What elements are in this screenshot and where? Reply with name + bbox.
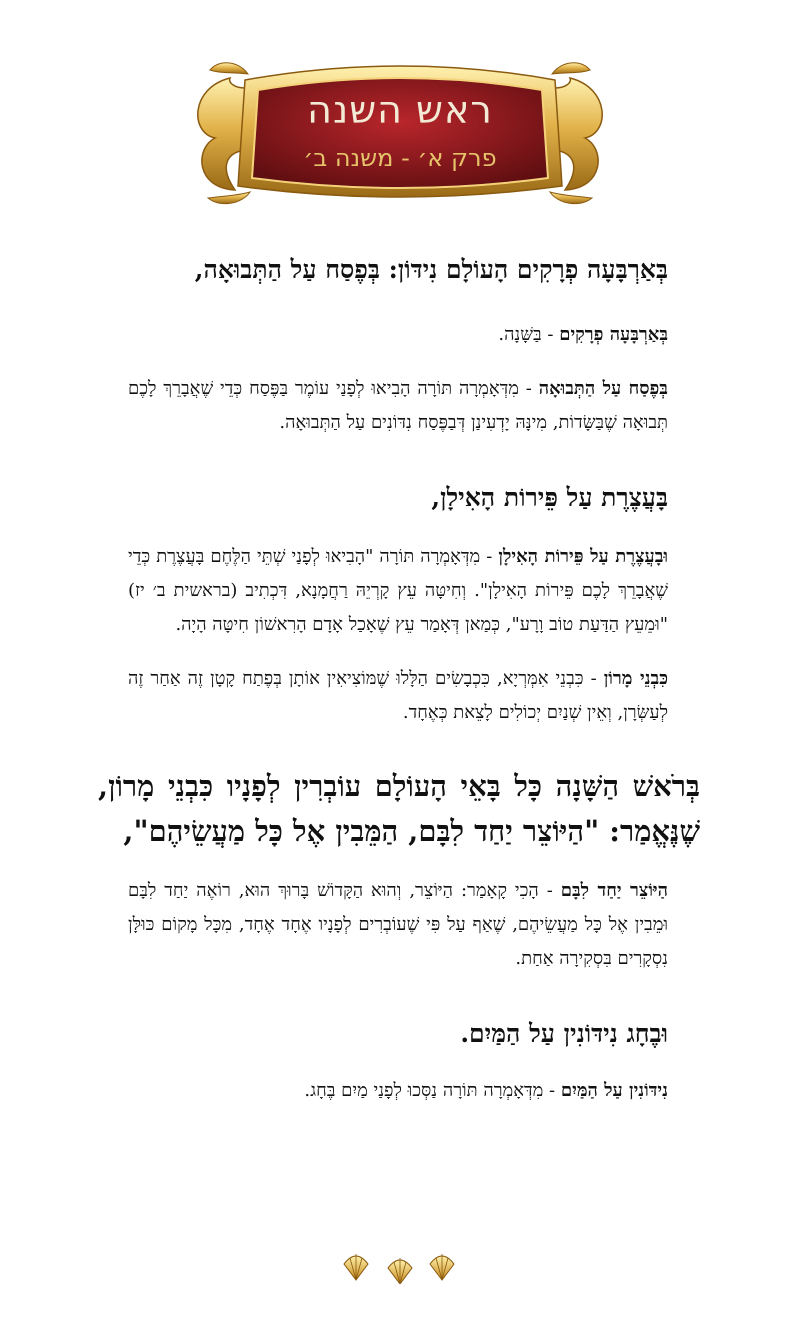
commentary-paragraph [128, 372, 668, 440]
scroll-frame-icon [190, 58, 610, 208]
shell-divider [340, 1250, 460, 1284]
commentary-paragraph [128, 662, 668, 730]
commentary-paragraph [128, 540, 668, 642]
commentary-heading: בְּאַרְבָּעָה פְרָקִים [559, 324, 668, 345]
commentary-heading: נִידּוֹנִין עַל הַמַּיִם [560, 1080, 668, 1101]
banner-title: ראש השנה [307, 88, 493, 132]
commentary-body: - כִּבְנֵי אִמְּרְיָא, כִּכְבָשִׂים הַלָּלוּ שֶׁמּוֹצִיאִין אוֹתָן בְּפֶתַח קָטָן זֶה אַחַר זֶה לְעַשְּׂרָן, וְאֵין שְׁנַיִם יְכוֹלִים לָצֵאת כְּאֶחָד. [128, 668, 668, 723]
mishna-text: בְּאַרְבָּעָה פְרָקִים הָעוֹלָם נִידּוֹן: בְּפֶסַח עַל הַתְּבוּאָה, [194, 255, 668, 284]
shell-icon [388, 1258, 412, 1284]
mishna-text: בְּרֹאשׁ הַשָּׁנָה כָּל בָּאֵי הָעוֹלָם עוֹבְרִין לְפָנָיו כִּבְנֵי מָרוֹן, שֶׁנֶּאֱמַר: "הַיּוֹצֵר יַחַד לִבָּם, הַמֵּבִין אֶל כָּל מַעֲשֵׂיהֶם", [98, 769, 700, 848]
commentary-paragraph [128, 1074, 668, 1108]
commentary-heading: בְּפֶסַח עַל הַתְּבוּאָה [538, 378, 668, 399]
commentary-body: - מִדְּאָמְרָה תּוֹרָה הָבִיאוּ לְפָנַי עוֹמֶר בַּפֶּסַח כְּדֵי שֶׁאֲבָרֵךְ לָכֶם תְּבוּאָה שֶׁבַּשָּׂדוֹת, מִינָּהּ יָדְעִינַן דְּבַפֶּסַח נִדּוֹנִים עַל הַתְּבוּאָה. [128, 378, 668, 433]
commentary-paragraph [128, 318, 668, 352]
commentary-paragraph [128, 874, 668, 976]
commentary-body: - בַּשָּׁנָה. [498, 324, 560, 345]
title-banner [190, 58, 610, 208]
shell-icon [344, 1254, 368, 1280]
mishna-text: בָּעֲצֶרֶת עַל פֵּירוֹת הָאִילָן, [431, 483, 668, 512]
commentary-body: - מִדְּאָמְרָה תּוֹרָה נַסְּכוּ לְפָנַי מַיִם בֶּחָג. [304, 1080, 561, 1101]
commentary-content [98, 248, 700, 1108]
commentary-heading: כִּבְנֵי מָרוֹן [603, 668, 668, 689]
banner-subtitle: פרק א׳ - משנה ב׳ [303, 144, 497, 172]
commentary-heading: וּבָעֲצֶרֶת עַל פֵּירוֹת הָאִילָן [498, 546, 668, 567]
mishna-text: וּבֶחָג נִידּוֹנִין עַל הַמַּיִם. [460, 1019, 668, 1048]
commentary-heading: הַיּוֹצֵר יַחַד לִבָּם [560, 880, 669, 901]
commentary-body: - הָכִי קָאָמַר: הַיּוֹצֵר, וְהוּא הַקָּדוֹשׁ בָּרוּךְ הוּא, רוֹאֶה יַחַד לִבָּם וּמֵבִין אֶל כָּל מַעֲשֵׂיהֶם, שֶׁאַף עַל פִּי שֶׁעוֹבְרִים לְפָנָיו אֶחָד אֶחָד, מִכָּל מָקוֹם כּוּלָּן נִסְקָרִים בִּסְקִירָה אַחַת. [128, 880, 668, 969]
commentary-body: - מִדְּאָמְרָה תּוֹרָה "הָבִיאוּ לְפָנַי שְׁתֵּי הַלֶּחֶם בָּעֲצֶרֶת כְּדֵי שֶׁאֲבָרֵךְ לָכֶם פֵּירוֹת הָאִילָן". וְחִיטָּה עֵץ קָרְיֵהּ רַחֲמָנָא, דִּכְתִיב (בראשית ב׳ יז) "וּמֵעֵץ הַדַּעַת טוֹב וָרָע", כְּמַאן דְּאָמַר עֵץ שֶׁאָכַל אָדָם הָרִאשׁוֹן חִיטָּה הָיָה. [128, 546, 668, 635]
shell-icon [430, 1254, 454, 1280]
